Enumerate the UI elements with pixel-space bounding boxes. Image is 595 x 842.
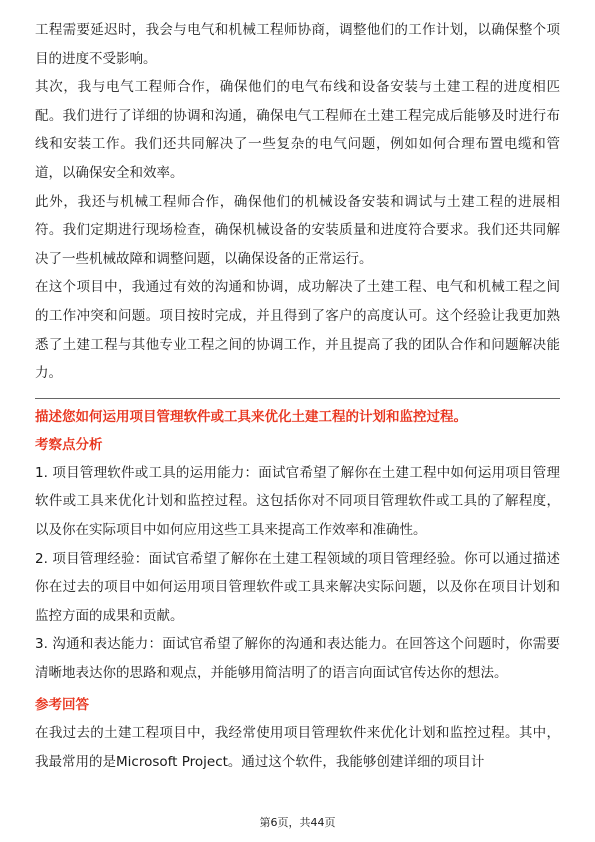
- answer-heading: 参考回答: [35, 697, 89, 714]
- document-page: [35, 16, 560, 777]
- page-number: 第6页，共44页: [259, 816, 336, 829]
- analysis-item-1: 1. 项目管理软件或工具的运用能力：面试官希望了解你在土建工程中如何运用项目管理软件或工具来优化计划和监控过程。这包括你对不同项目管理软件或工具的了解程度，以及你在实际项目中如何应用这些工具来提高工作效率和准确性。: [35, 464, 560, 538]
- analysis-item-3: 3. 沟通和表达能力：面试官希望了解你的沟通和表达能力。在回答这个问题时，你需要清晰地表达你的思路和观点，并能够用简洁明了的语言向面试官传达你的想法。: [35, 636, 560, 681]
- intro-paragraph-1: 工程需要延迟时，我会与电气和机械工程师协商，调整他们的工作计划，以确保整个项目的进度不受影响。: [35, 22, 560, 67]
- section-divider: [35, 398, 560, 399]
- analysis-heading: 考察点分析: [35, 436, 103, 453]
- question-title: 描述您如何运用项目管理软件或工具来优化土建工程的计划和监控过程。: [35, 408, 467, 425]
- analysis-item-2: 2. 项目管理经验：面试官希望了解你在土建工程领域的项目管理经验。你可以通过描述你在过去的项目中如何运用项目管理软件或工具来解决实际问题，以及你在项目计划和监控方面的成果和贡献。: [35, 550, 560, 624]
- intro-paragraph-3: 此外，我还与机械工程师合作，确保他们的机械设备安装和调试与土建工程的进展相符。我们定期进行现场检查，确保机械设备的安装质量和进度符合要求。我们还共同解决了一些机械故障和调整问题，以确保设备的正常运行。: [35, 193, 560, 267]
- intro-paragraph-2: 其次，我与电气工程师合作，确保他们的电气布线和设备安装与土建工程的进度相匹配。我们进行了详细的协调和沟通，确保电气工程师在土建工程完成后能够及时进行布线和安装工作。我们还共同解决了一些复杂的电气问题，例如如何合理布置电缆和管道，以确保安全和效率。: [35, 79, 560, 181]
- answer-text: 在我过去的土建工程项目中，我经常使用项目管理软件来优化计划和监控过程。其中，我最常用的是Microsoft Project。通过这个软件，我能够创建详细的项目计: [35, 725, 560, 771]
- intro-paragraph-4: 在这个项目中，我通过有效的沟通和协调，成功解决了土建工程、电气和机械工程之间的工作冲突和问题。项目按时完成，并且得到了客户的高度认可。这个经验让我更加熟悉了土建工程与其他专业工程之间的协调工作，并且提高了我的团队合作和问题解决能力。: [35, 279, 560, 382]
